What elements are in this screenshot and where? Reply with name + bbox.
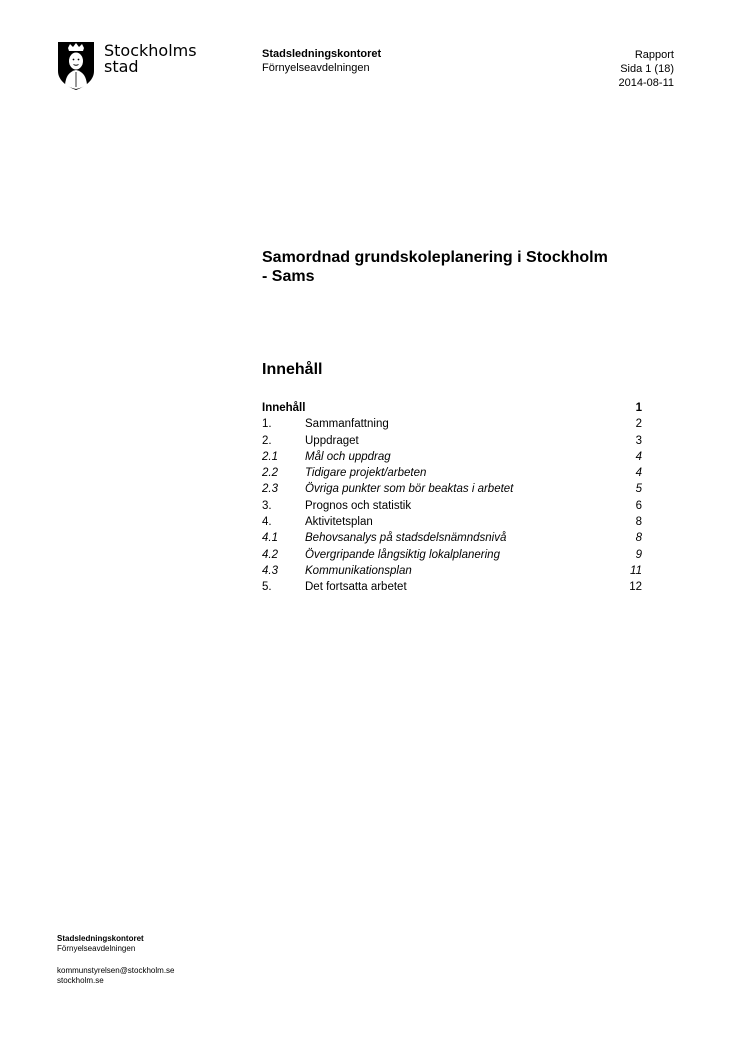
header-date: 2014-08-11	[618, 77, 674, 89]
toc-entry-page: 9	[635, 548, 642, 561]
stockholms-stad-logo	[57, 41, 207, 93]
toc-entry[interactable]	[262, 514, 642, 530]
toc-entry[interactable]	[262, 530, 642, 546]
header-department: Förnyelseavdelningen	[262, 62, 370, 74]
toc-entry-label: Aktivitetsplan	[305, 516, 373, 529]
toc-entry-label: Kommunikationsplan	[305, 564, 412, 577]
toc-entry-page: 5	[635, 483, 642, 496]
toc-entry-number: 5.	[262, 581, 272, 594]
toc-entry-page: 3	[635, 434, 642, 447]
toc-entry[interactable]	[262, 433, 642, 449]
city-shield-icon	[57, 41, 95, 91]
footer-department: Förnyelseavdelningen	[57, 944, 136, 953]
footer-email[interactable]: kommunstyrelsen@stockholm.se	[57, 966, 175, 975]
header-page-number: Sida 1 (18)	[620, 63, 674, 75]
toc-entry-page: 2	[635, 418, 642, 431]
toc-entry-number: 2.2	[262, 467, 278, 480]
toc-entry-page: 12	[629, 581, 642, 594]
toc-entry[interactable]	[262, 563, 642, 579]
header-meta	[619, 48, 674, 90]
header-sender	[262, 47, 381, 75]
toc-entry-number: 2.	[262, 434, 272, 447]
footer	[57, 934, 175, 986]
toc-entry[interactable]	[262, 400, 642, 416]
toc-entry[interactable]	[262, 498, 642, 514]
document-title-line1: Samordnad grundskoleplanering i Stockholm	[262, 249, 608, 266]
toc-entry-label: Övriga punkter som bör beaktas i arbetet	[305, 483, 514, 496]
toc-entry[interactable]	[262, 481, 642, 497]
toc-entry-label: Tidigare projekt/arbeten	[305, 467, 427, 480]
toc-entry-number: Innehåll	[262, 402, 306, 414]
toc-entry-page: 11	[630, 564, 642, 577]
toc-entry-label: Det fortsatta arbetet	[305, 581, 407, 594]
toc-entry-number: 4.2	[262, 548, 278, 561]
toc-entry-label: Sammanfattning	[305, 418, 389, 431]
toc-entry-number: 2.1	[262, 450, 278, 463]
table-of-contents	[262, 400, 642, 596]
toc-entry-page: 8	[635, 532, 642, 545]
toc-entry[interactable]	[262, 465, 642, 481]
toc-entry-page: 4	[635, 450, 642, 463]
toc-entry[interactable]	[262, 449, 642, 465]
header-doc-type: Rapport	[634, 49, 674, 61]
toc-entry-page: 4	[635, 467, 642, 480]
logo-text-line1: Stockholms	[104, 41, 197, 60]
toc-entry-number: 2.3	[262, 483, 278, 496]
toc-entry-label: Behovsanalys på stadsdelsnämndsnivå	[305, 532, 507, 545]
document-title-line2: - Sams	[262, 268, 315, 285]
toc-entry-number: 4.	[262, 516, 272, 529]
footer-office: Stadsledningskontoret	[57, 934, 144, 943]
toc-entry-number: 1.	[262, 418, 272, 431]
footer-website[interactable]: stockholm.se	[57, 976, 104, 985]
toc-entry[interactable]	[262, 547, 642, 563]
toc-entry-label: Uppdraget	[305, 434, 359, 447]
toc-entry-page: 1	[635, 402, 642, 414]
toc-heading: Innehåll	[262, 361, 323, 378]
header-office: Stadsledningskontoret	[262, 48, 382, 60]
toc-entry-label: Mål och uppdrag	[305, 450, 391, 463]
toc-entry-page: 8	[635, 516, 642, 529]
toc-entry-number: 3.	[262, 499, 272, 512]
toc-entry-page: 6	[635, 499, 642, 512]
toc-entry-number: 4.1	[262, 532, 278, 545]
logo-text-line2: stad	[104, 57, 139, 76]
document-title	[262, 248, 662, 286]
toc-entry-label: Prognos och statistik	[305, 499, 412, 512]
toc-entry-number: 4.3	[262, 564, 278, 577]
toc-entry[interactable]	[262, 416, 642, 432]
toc-entry-label: Övergripande långsiktig lokalplanering	[305, 548, 500, 561]
toc-entry[interactable]	[262, 579, 642, 595]
